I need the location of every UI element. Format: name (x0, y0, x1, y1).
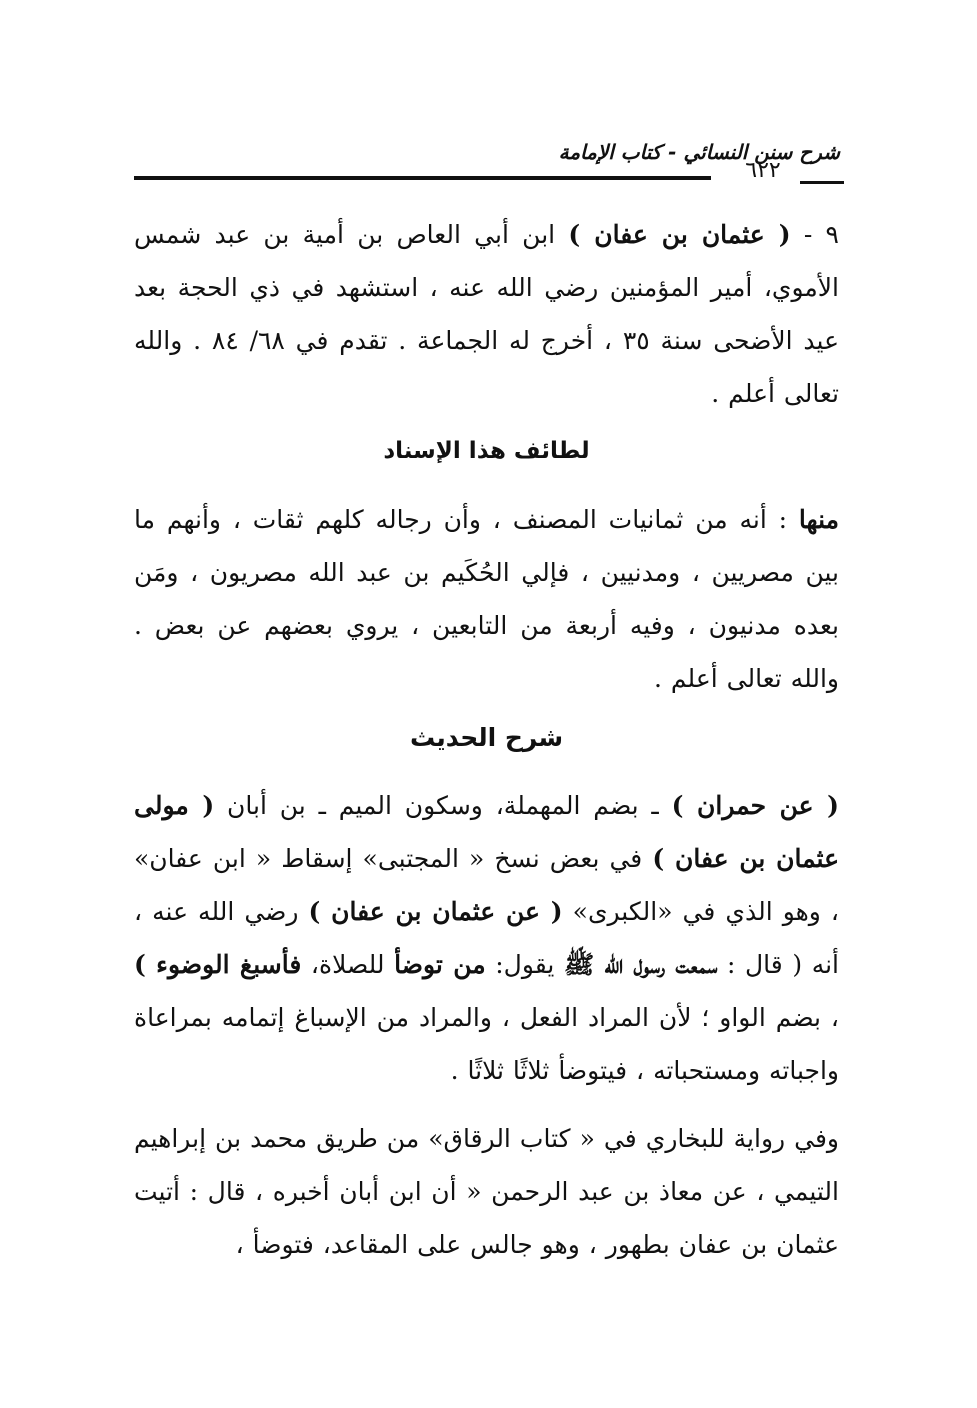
section-heading-sharh: شرح الحديث (409, 723, 564, 752)
sharh-text: ، بضم الواو ؛ لأن المراد الفعل ، والمراد من الإسباغ إتمامه بمراعاة واجباته ومستحباته ، فيتوضأ ثلاثًا ثلاثًا . (134, 1003, 839, 1085)
page-number: ٦٢٢ (745, 158, 781, 183)
sharh-text: يقول: (485, 950, 564, 979)
sharh-text: للصلاة، (301, 950, 395, 979)
sharh-quote: ( عن حمران ) (671, 791, 839, 820)
narrator-entry-paragraph (134, 208, 839, 420)
bukhari-paragraph (134, 1112, 839, 1271)
isnad-text: : أنه من ثمانيات المصنف ، وأن رجاله كلهم ثقات ، وأنهم ما بين مصريين ، ومدنيين ، فإلي الحُكَيم بن عبد الله مصريون ، ومَن بعده مدنيون ، وفيه أربعة من التابعين ، يروي بعضهم عن بعض . والله تعالى أعلم . (134, 505, 839, 693)
isnad-lead-word: منها (798, 505, 839, 534)
sharh-text: ـ بضم المهملة، وسكون الميم ـ بن أبان (214, 791, 672, 820)
sharh-quote: سمعت رسول الله ﷺ (563, 950, 718, 979)
sharh-text: في بعض نسخ « المجتبى» إسقاط « ابن عفان» ، وهو الذي في «الكبرى» (134, 844, 839, 926)
sharh-quote: فأسبغ الوضوء ) (134, 950, 302, 979)
narrator-bio: ابن أبي العاص بن أمية بن عبد شمس الأموي، أمير المؤمنين رضي الله عنه ، استشهد في ذي الحجة بعد عيد الأضحى سنة ٣٥ ، أخرج له الجماعة . تقدم في ٦٨/ ٨٤ . والله تعالى أعلم . (134, 220, 840, 408)
page-number-rule (800, 181, 844, 184)
sharh-text: رضي الله عنه ، أنه ( قال : (134, 897, 840, 979)
sharh-quote: ( عن عثمان بن عفان ) (308, 897, 563, 926)
sharh-quote: ( مولى عثمان بن عفان ) (134, 791, 840, 873)
narrator-name: ( عثمان بن عفان ) (568, 220, 791, 249)
sharh-quote: من توضأ (394, 950, 486, 979)
entry-number: ٩ - (790, 220, 839, 249)
header-rule (134, 176, 711, 180)
running-title: شرح سنن النسائي - كتاب الإمامة (558, 140, 840, 164)
isnad-paragraph (134, 493, 839, 705)
section-heading-isnad: لطائف هذا الإسناد (383, 438, 590, 464)
sharh-paragraph (134, 779, 839, 1097)
bukhari-text: وفي رواية للبخاري في « كتاب الرقاق» من طريق محمد بن إبراهيم التيمي ، عن معاذ بن عبد الرحمن « أن ابن أبان أخبره ، قال : أتيت عثمان بن عفان بطهور ، وهو جالس على المقاعد، فتوضأ ، (134, 1124, 839, 1259)
